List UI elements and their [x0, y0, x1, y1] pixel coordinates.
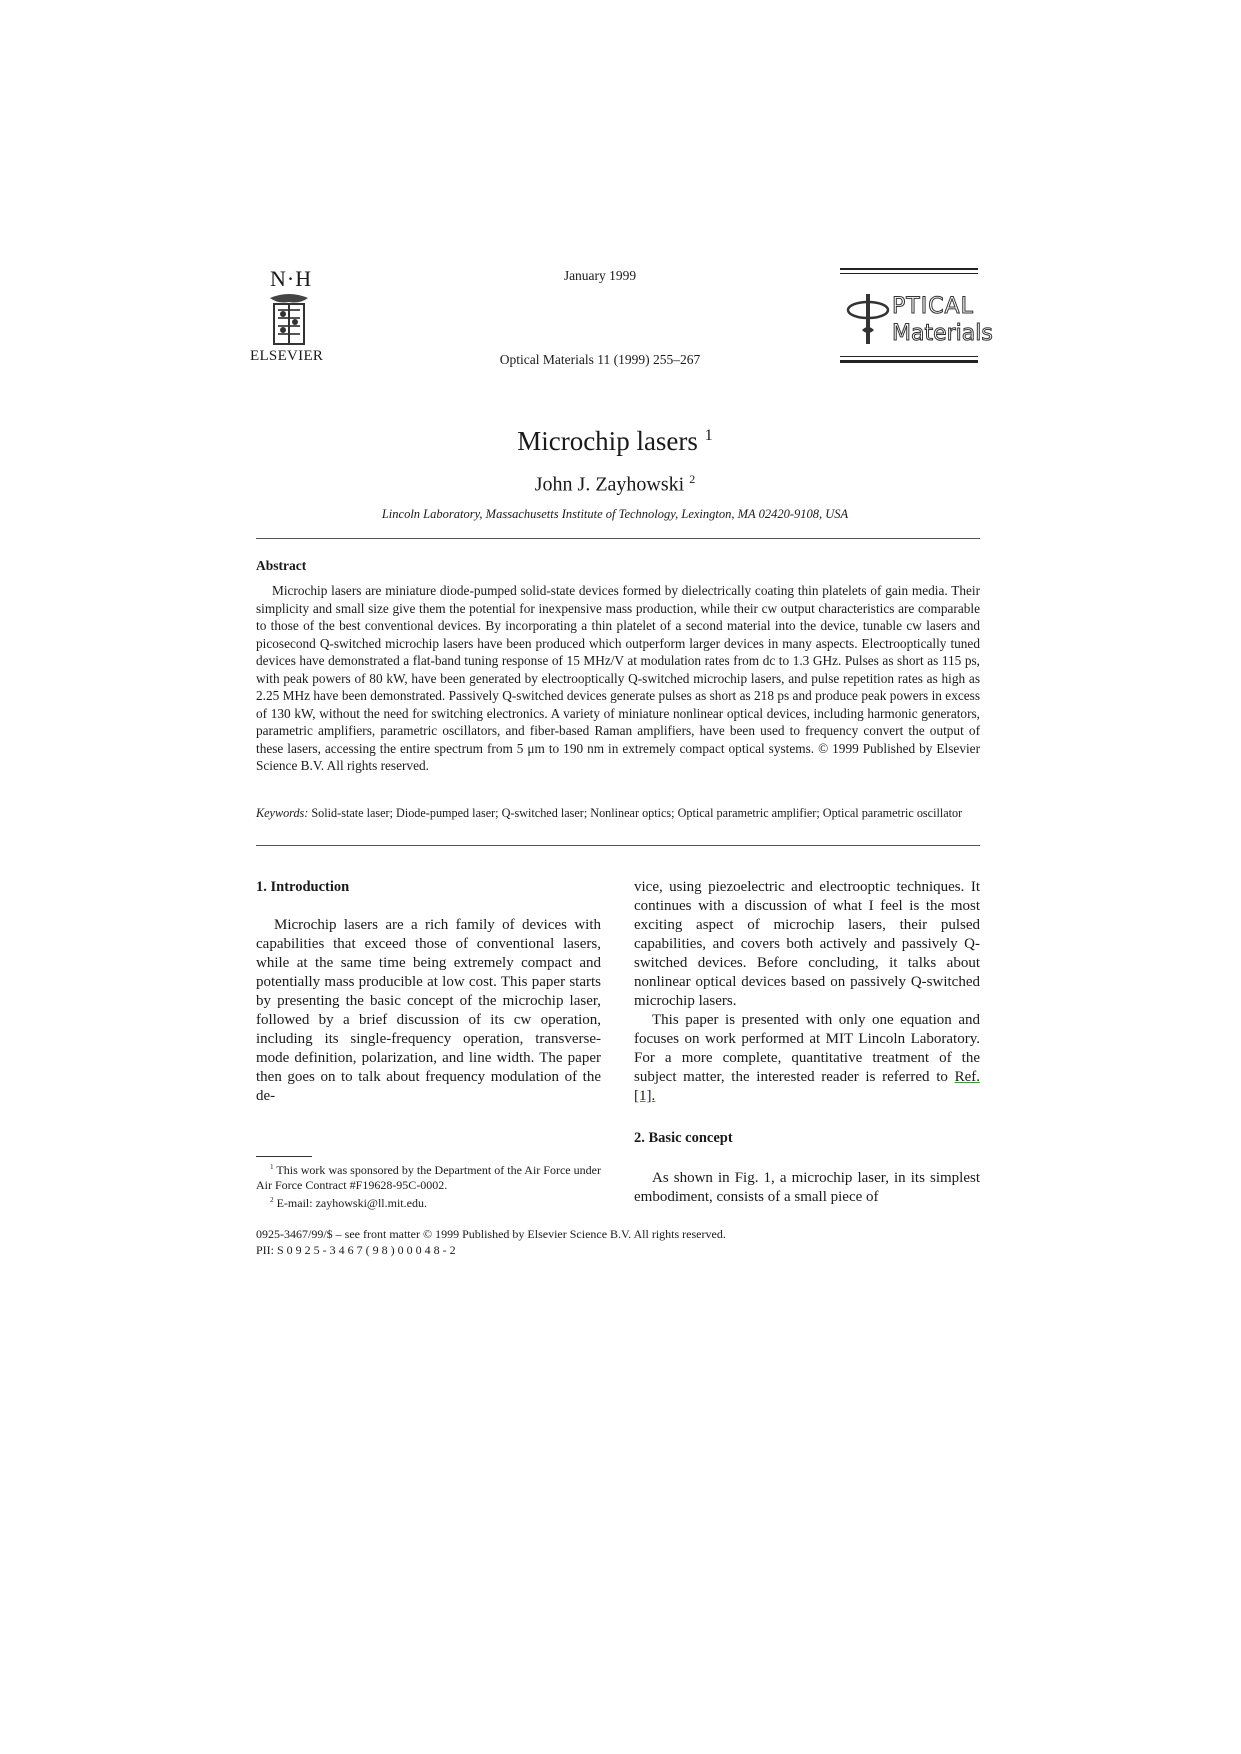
paper-title	[250, 418, 980, 458]
publisher-name: ELSEVIER	[250, 348, 324, 364]
journal-reference: Optical Materials 11 (1999) 255–267	[499, 352, 701, 367]
pii-line: PII: S 0 9 2 5 - 3 4 6 7 ( 9 8 ) 0 0 0 4 8 - 2	[256, 1243, 456, 1257]
footnote-1-text: This work was sponsored by the Department of the Air Force under Air Force Contract #F19628-95C-0002.	[256, 1163, 601, 1192]
journal-logo	[840, 268, 993, 366]
left-column	[256, 878, 601, 1106]
author-affiliation: Lincoln Laboratory, Massachusetts Institute of Technology, Lexington, MA 02420-9108, USA	[381, 506, 849, 521]
publisher-logo	[250, 266, 340, 371]
intro-paragraph-2	[634, 1011, 980, 1106]
right-column	[634, 878, 980, 1207]
keywords-text: Solid-state laser; Diode-pumped laser; Q-switched laser; Nonlinear optics; Optical parametric amplifier; Optical parametric oscillator	[311, 806, 963, 820]
title-block	[250, 418, 980, 522]
basic-concept-paragraph-1: As shown in Fig. 1, a microchip laser, in its simplest embodiment, consists of a small piece of	[634, 1170, 980, 1205]
bottom-meta	[256, 1226, 980, 1258]
footnote-2-mark: 2	[270, 1196, 274, 1204]
abstract-heading: Abstract	[256, 558, 307, 573]
title-text: Microchip lasers	[517, 426, 698, 456]
journal-logo-line1: PTICAL	[892, 294, 974, 319]
keywords	[256, 805, 980, 821]
issue-date: January 1999	[563, 268, 637, 283]
keywords-label: Keywords:	[256, 806, 309, 820]
logo-bottom-rule	[840, 360, 978, 363]
footnote-1-mark: 1	[270, 1163, 274, 1171]
logo-bottom-rule-thin	[840, 356, 978, 357]
journal-logo-line2: Materials	[892, 321, 993, 346]
paper-author	[250, 466, 980, 498]
intro-paragraph-1: Microchip lasers are a rich family of devices with capabilities that exceed those of conventional lasers, while at the same time being extremely compact and potentially mass producible at low cost. This paper starts by presenting the basic concept of the microchip laser, followed by a brief discussion of its cw operation, including its single-frequency operation, transverse-mode definition, polarization, and line width. The paper then goes on to talk about frequency modulation of the de-	[256, 917, 601, 1104]
intro-paragraph-2-text: This paper is presented with only one equation and focuses on work performed at MIT Lincoln Laboratory. For a more complete, quantitative treatment of the subject matter, the interested reader is referred to	[634, 1012, 980, 1085]
footnote-rule	[256, 1156, 312, 1157]
section-heading-introduction: 1. Introduction	[256, 879, 350, 895]
abstract-top-rule	[256, 538, 980, 539]
footnote-2	[256, 1193, 601, 1211]
abstract-bottom-rule	[256, 845, 980, 846]
footnote-1	[256, 1160, 601, 1193]
author-name: John J. Zayhowski	[534, 473, 685, 496]
copyright-line: 0925-3467/99/$ – see front matter © 1999 Published by Elsevier Science B.V. All rights reserved.	[256, 1227, 726, 1241]
logo-top-rule-thin	[840, 273, 978, 274]
tree-emblem-icon	[266, 292, 312, 348]
optical-o-icon	[844, 290, 892, 348]
author-footnote-mark: 2	[689, 472, 696, 486]
section-heading-basic-concept: 2. Basic concept	[634, 1130, 733, 1146]
title-footnote-mark: 1	[704, 426, 713, 444]
logo-top-rule	[840, 268, 978, 270]
footnotes	[256, 1160, 601, 1211]
footnote-2-text: E-mail: zayhowski@ll.mit.edu.	[276, 1196, 427, 1210]
abstract-body: Microchip lasers are miniature diode-pumped solid-state devices formed by dielectrically coating thin platelets of gain media. Their simplicity and small size give them the potential for inexpensive mass production, while their cw output characteristics are comparable to those of the best conventional devices. By incorporating a thin platelet of a second material into the device, tunable cw lasers and picosecond Q-switched microchip lasers have been produced which outperform larger devices in many aspects. Electrooptically tuned devices have demonstrated a flat-band tuning response of 15 MHz/V at modulation rates from dc to 1.3 GHz. Pulses as short as 115 ps, with peak powers of 80 kW, have been generated by electrooptically Q-switched microchip lasers, and pulse repetition rates as high as 2.25 MHz have been demonstrated. Passively Q-switched devices generate pulses as short as 218 ps and produce peak powers in excess of 130 kW, without the need for switching electronics. A variety of miniature nonlinear optical devices, including harmonic generators, parametric amplifiers, parametric oscillators, and fiber-based Raman amplifiers, have been used to frequency convert the output of these lasers, accessing the entire spectrum from 5 μm to 190 nm in extremely compact optical systems. © 1999 Published by Elsevier Science B.V. All rights reserved.	[256, 583, 980, 773]
publisher-mark: N·H	[270, 266, 313, 291]
reference-link[interactable]: Ref. [1].	[634, 1069, 980, 1104]
intro-paragraph-1-continued: vice, using piezoelectric and electrooptic techniques. It continues with a discussion of what I feel is the most exciting aspect of microchip lasers, their pulsed capabilities, and covers both actively and passively Q-switched devices. Before concluding, it talks about nonlinear optical devices based on passively Q-switched microchip lasers.	[634, 879, 980, 1009]
